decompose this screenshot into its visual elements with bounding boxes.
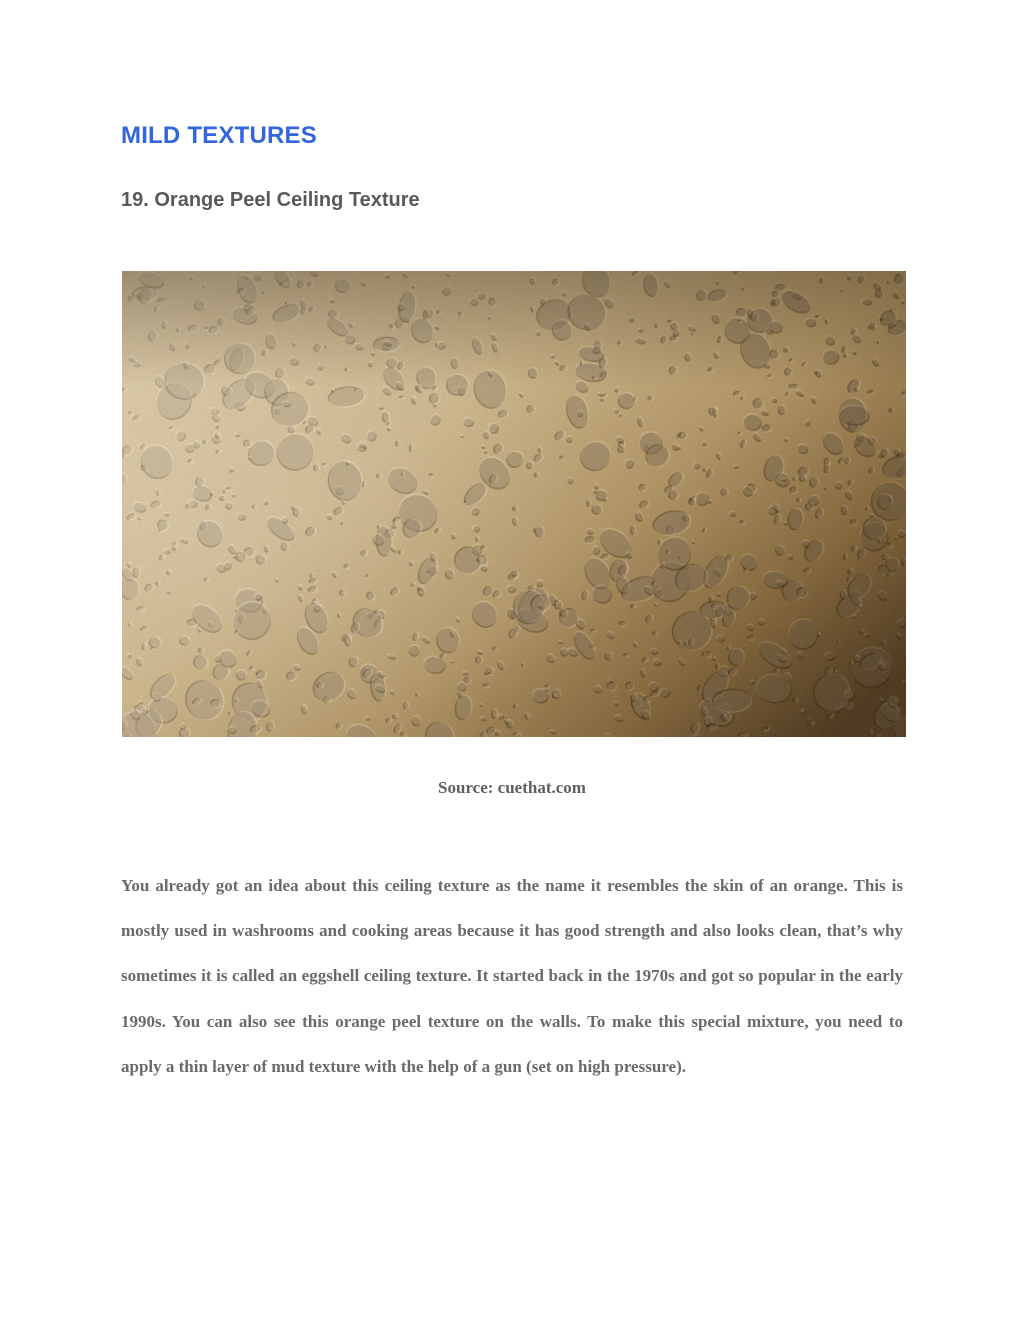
section-heading: MILD TEXTURES (121, 122, 317, 149)
orange-peel-texture-image (122, 271, 906, 737)
image-source-caption: Source: cuethat.com (438, 778, 586, 797)
item-heading: 19. Orange Peel Ceiling Texture (121, 189, 420, 211)
body-paragraph: You already got an idea about this ceiling texture as the name it resembles the skin of an orange. This is mostly used in washrooms and cooking areas because it has good strength and also looks clean, that’s why sometimes it is called an eggshell ceiling texture. It started back in the 1970s and got so popular in the early 1990s. You can also see this orange peel texture on the walls. To make this special mixture, you need to apply a thin layer of mud texture with the help of a gun (set on high pressure). (121, 876, 903, 1076)
